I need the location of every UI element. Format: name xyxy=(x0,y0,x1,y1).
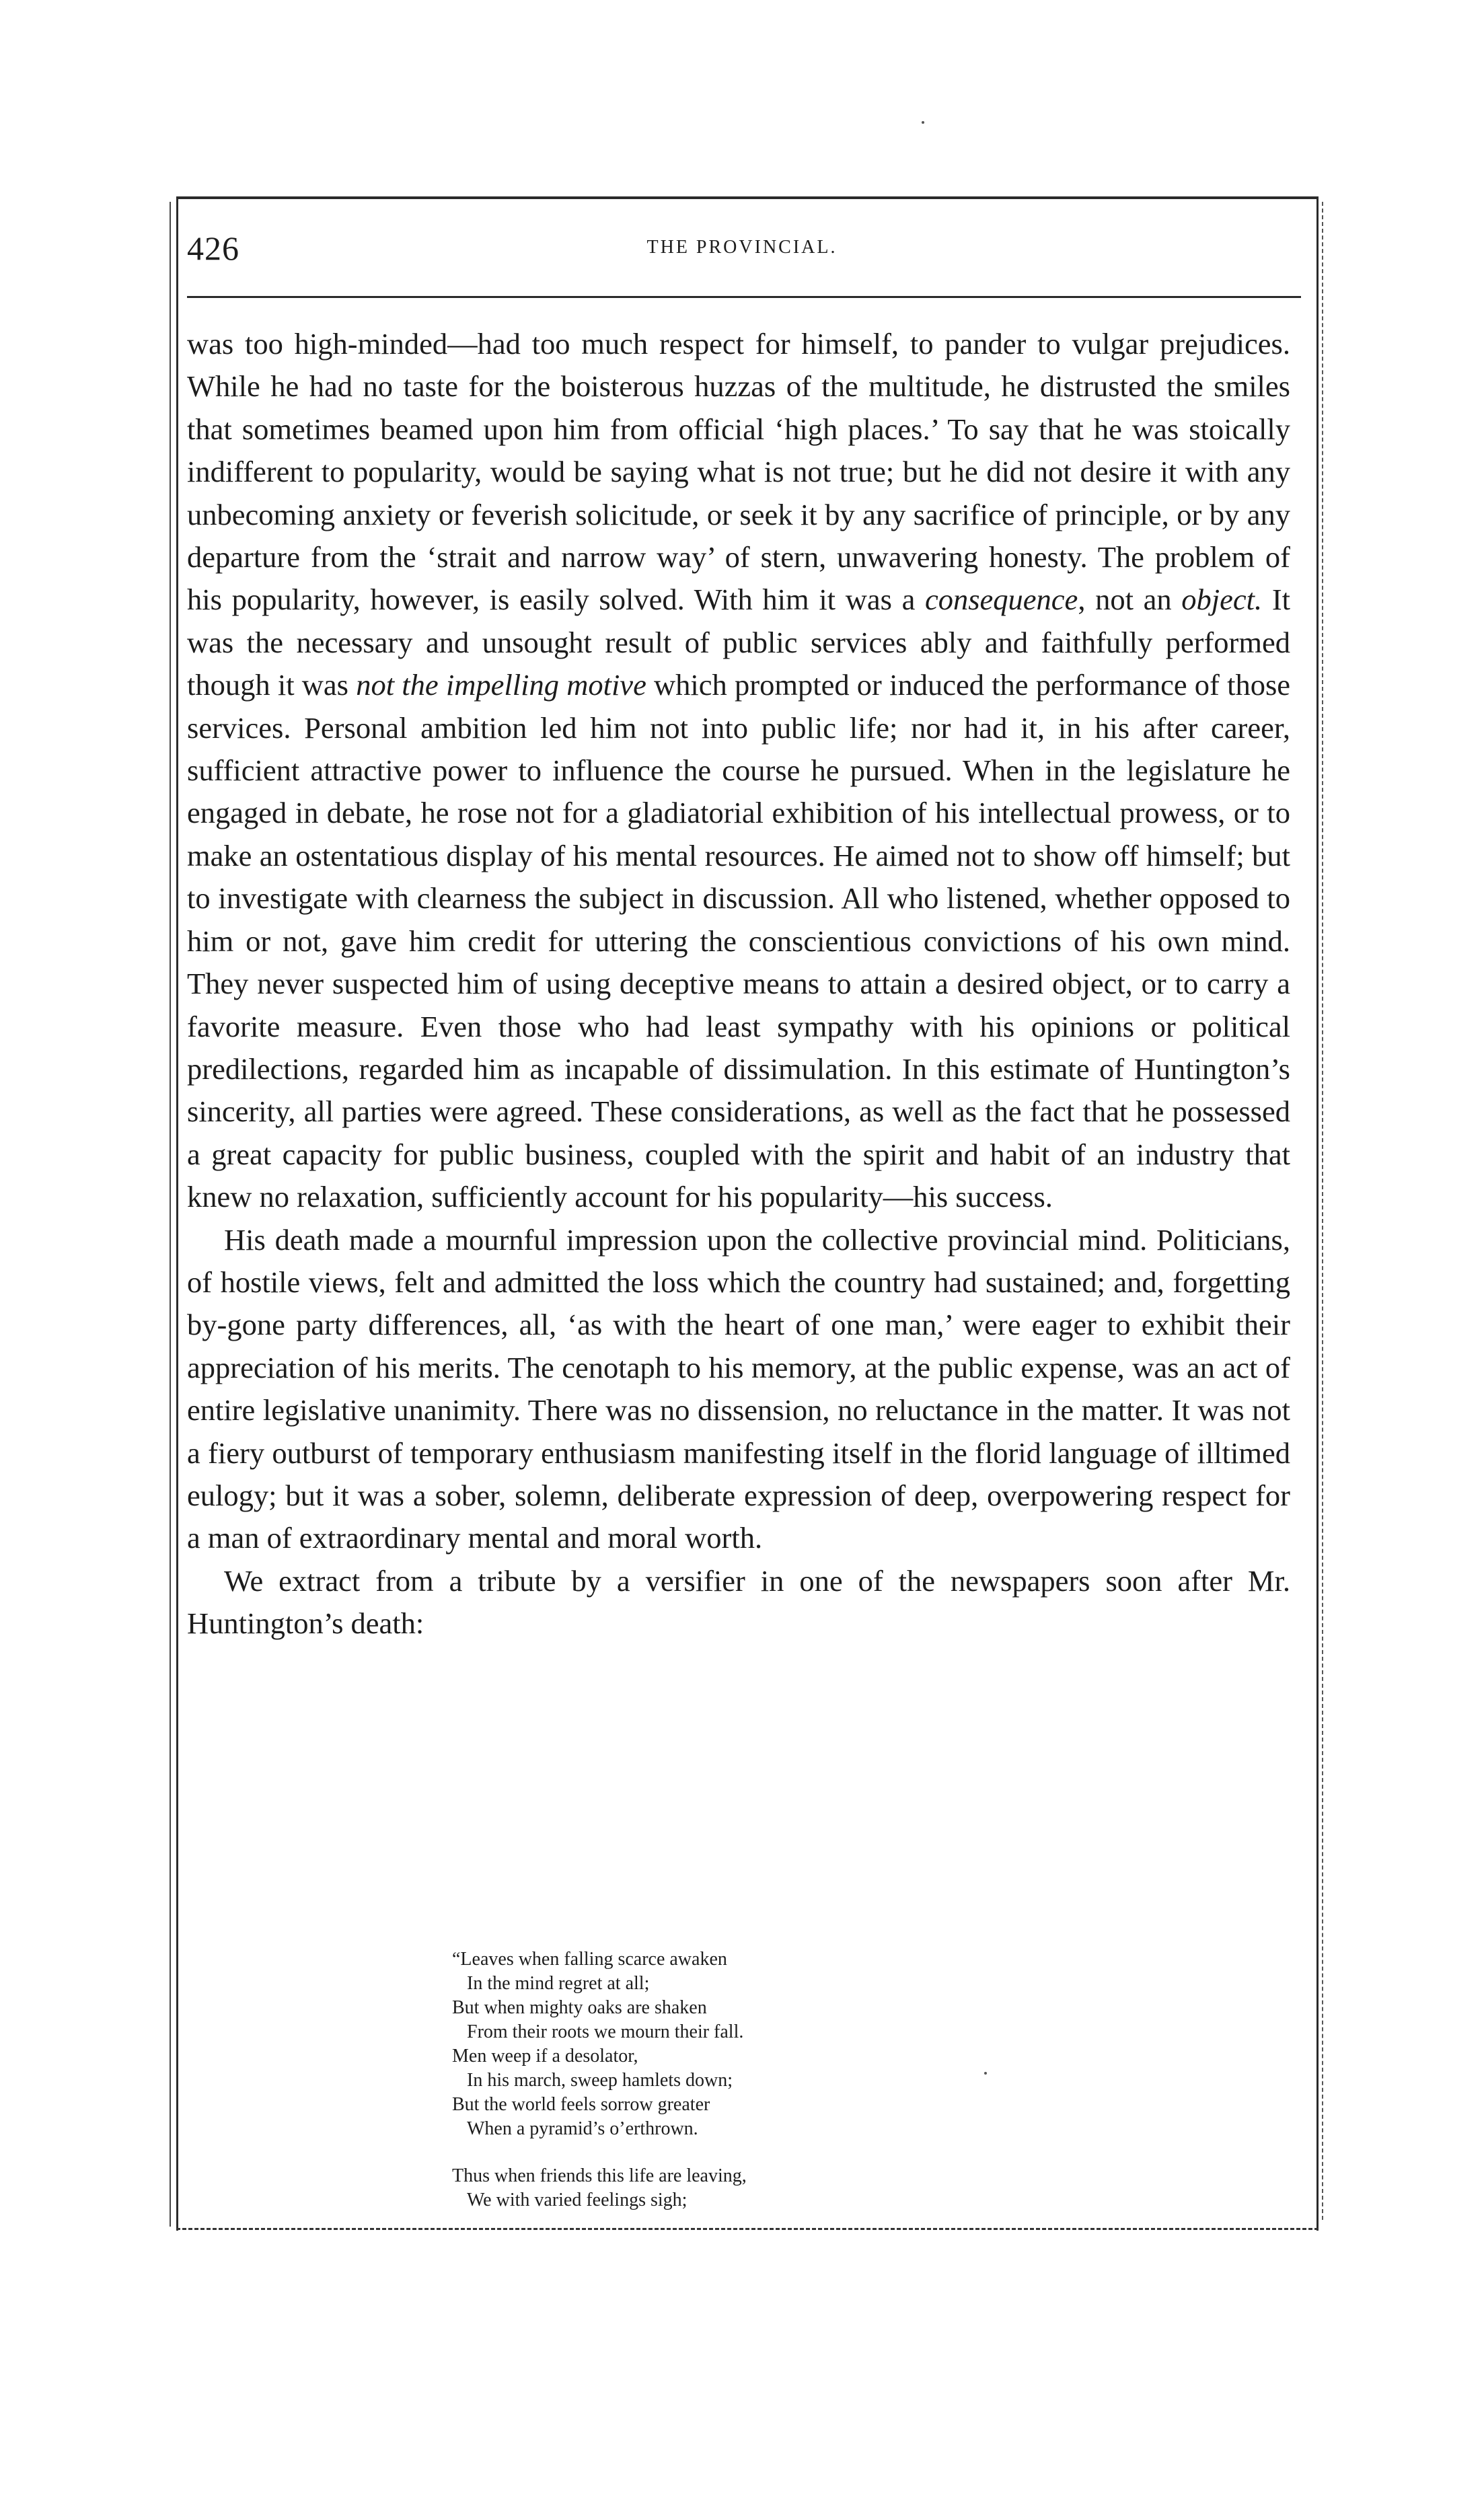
paragraph-continuation xyxy=(187,323,1290,1219)
paragraph: His death made a mournful impression upon the collective provincial mind. Politicians, of hostile views, felt and admitted the loss which the country had sustained; and, forgetting by-gone party differences, all, ‘as with the heart of one man,’ were eager to exhibit their appreciation of his merits. The cenotaph to his memory, at the public expense, was an act of entire legislative unanimity. There was no dissension, no reluctance in the matter. It was not a fiery outburst of temporary enthusiasm manifesting itself in the florid language of illtimed eulogy; but it was a sober, solemn, deliberate expression of deep, overpowering respect for a man of extraordinary mental and moral worth. xyxy=(187,1222,1290,1555)
poem-line: But the world feels sorrow greater xyxy=(452,2094,710,2115)
poem-line: From their roots we mourn their fall. xyxy=(467,2021,744,2042)
poem-line: “Leaves when falling scarce awaken xyxy=(452,1949,727,1970)
page-number: 426 xyxy=(187,229,239,267)
frame-bottom-rule xyxy=(176,2228,1319,2230)
text-segment: was too high-minded—had too much respect for himself, to pander to vulgar prejudices. While he had no taste for the boisterous huzzas of the multitude, he distrusted the smiles that sometimes beamed upon him from official ‘high places.’ To say that he was stoically indifferent to popularity, would be saying what is not true; but he did not desire it with any unbecoming anxiety or feverish solicitude, or seek it by any sacrifice of principle, or by any departure from the ‘strait and narrow way’ of stern, unwavering honesty. The problem of his popularity, however, is easily solved. With him it was a xyxy=(187,327,1290,617)
poem-line: Thus when friends this life are leaving, xyxy=(452,2165,747,2186)
page-header xyxy=(187,229,1297,276)
poem-line: In the mind regret at all; xyxy=(467,1973,650,1994)
stray-mark xyxy=(922,121,924,124)
text-segment: which prompted or induced the performance of those services. Personal ambition led him not into public life; nor had it, in his after career, sufficient attractive power to influence the course he pursued. When in the legislature he engaged in debate, he rose not for a gladiatorial exhibition of his intellectual prowess, or to make an ostentatious display of his mental resources. He aimed not to show off himself; but to investigate with clearness the subject in discussion. All who listened, whether opposed to him or not, gave him credit for uttering the conscientious convictions of his own mind. They never suspected him of using deceptive means to attain a desired object, or to carry a favorite measure. Even those who had least sympathy with his opinions or political predilections, regarded him as incapable of dissimulation. In this estimate of Huntington’s sincerity, all parties were agreed. These considerations, as well as the fact that he possessed a great capacity for public business, coupled with the spirit and habit of an industry that knew no relaxation, sufficiently account for his popularity—his success. xyxy=(187,668,1291,1214)
outer-left-frame-rule xyxy=(170,202,171,2227)
text-segment: , not an xyxy=(1078,583,1182,617)
poem-line: When a pyramid’s o’erthrown. xyxy=(467,2118,698,2139)
stanza-gap xyxy=(452,2141,1058,2164)
header-rule xyxy=(187,296,1301,298)
poem-line: Men weep if a desolator, xyxy=(452,2046,638,2066)
outer-right-frame-rule xyxy=(1322,202,1323,2220)
poem-line: But when mighty oaks are shaken xyxy=(452,1997,707,2018)
body-text xyxy=(187,323,1290,1645)
italic-phrase: not the impelling motive xyxy=(356,668,646,702)
paragraph: We extract from a tribute by a versifier in one of the newspapers soon after Mr. Huntington’s death: xyxy=(187,1563,1290,1641)
italic-phrase: consequence xyxy=(924,583,1078,617)
text-segment: It was the necessary and unsought result of public services ably and faithfully performed though it was xyxy=(187,583,1290,702)
italic-phrase: object. xyxy=(1181,583,1263,617)
poem-line: We with varied feelings sigh; xyxy=(467,2190,688,2210)
poem xyxy=(452,1947,1058,2212)
running-head: THE PROVINCIAL. xyxy=(646,237,838,258)
poem-line: In his march, sweep hamlets down; xyxy=(467,2070,733,2091)
